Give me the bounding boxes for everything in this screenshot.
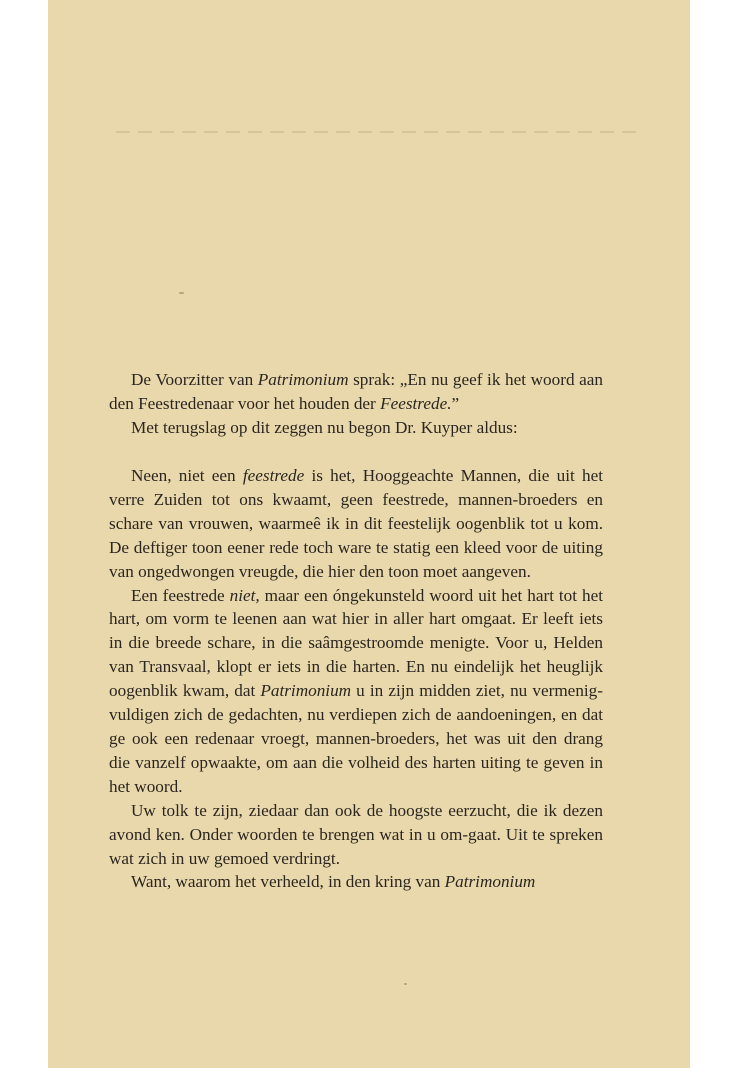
paper-speck xyxy=(179,292,184,294)
emphasis: niet, xyxy=(229,585,260,605)
faint-header-rule xyxy=(116,131,636,133)
speech-paragraph-1: Neen, niet een feestrede is het, Hooggeachte Mannen, die uit het verre Zuiden tot ons kwaamt, geen feestrede, mannen-broeders en schare van vrouwen, waarmeê ik in dit feestelijk oogenblik tot u kom. De deftiger toon eener rede toch ware te statig een kleed voor de uiting van ongedwongen vreugde, die hier den toon moet aangeven. xyxy=(109,466,604,581)
speech-paragraph-4: Want, waarom het verheeld, in den kring van Patrimonium xyxy=(131,872,536,892)
intro-text xyxy=(109,368,603,440)
intro-paragraph-1: De Voorzitter van Patrimonium sprak: „En nu geef ik het woord aan den Feestredenaar voor het houden der Feestrede.” xyxy=(109,370,604,413)
emphasis: Feestrede. xyxy=(380,393,452,413)
emphasis: Patrimonium xyxy=(444,872,536,892)
paper-speck xyxy=(404,983,407,985)
emphasis: feestrede xyxy=(242,466,305,485)
speech-paragraph-3: Uw tolk te zijn, ziedaar dan ook de hoogste eerzucht, die ik dezen avond ken. Onder woorden te brengen wat in u om-gaat. Uit te spreken wat zich in uw gemoed verdringt. xyxy=(109,800,603,868)
intro-paragraph-2: Met terugslag op dit zeggen nu begon Dr. Kuyper aldus: xyxy=(131,417,518,437)
speech-text xyxy=(109,464,603,894)
speech-paragraph-2: Een feestrede niet, maar een óngekunsteld woord uit het hart tot het hart, om vorm te leenen aan wat hier in aller hart omgaat. Er leeft iets in die breede schare, in die saâmgestroomde menigte. Voor u, Helden van Transvaal, klopt er iets in die harten. En nu eindelijk het heuglijk oogenblik kwam, dat Patrimonium u in zijn midden ziet, nu vermenig-vuldigen zich de gedachten, nu verdiepen zich de aandoeningen, en dat ge ook een redenaar vroegt, mannen-broeders, het was uit den drang die vanzelf opwaakte, om aan die volheid des harten uiting te geven in het woord. xyxy=(109,585,604,796)
emphasis: Patrimonium xyxy=(260,681,352,701)
book-page xyxy=(48,0,690,1068)
emphasis: Patrimonium xyxy=(257,370,349,389)
